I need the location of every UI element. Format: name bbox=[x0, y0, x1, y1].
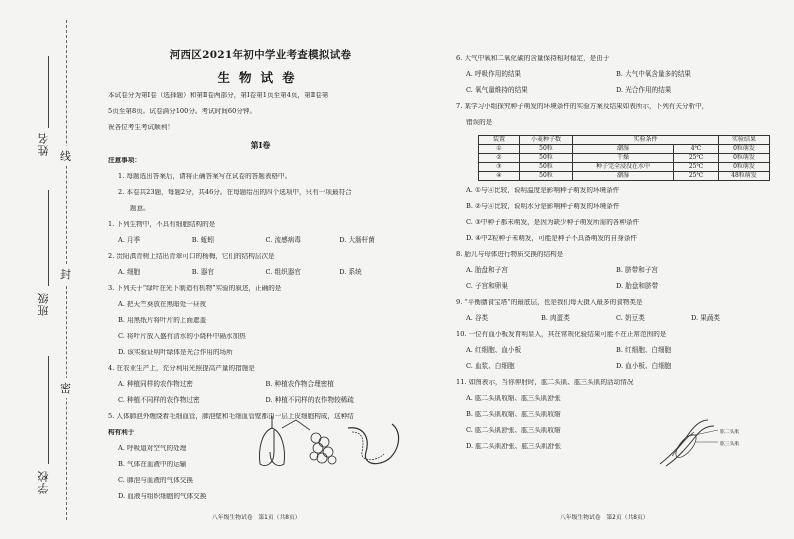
seal-mark-feng: 封 bbox=[60, 264, 71, 284]
note-2: 2. 本卷共23题，每题2分，共46分。在每题给出的四个选项中，只有一项最符合 bbox=[118, 189, 352, 196]
question-5: 5. 人体肺泡外缠绕着毛细血管，肺泡壁和毛细血管壁都由一层上皮细胞构成，这种结 bbox=[108, 413, 354, 420]
q8-option-d[interactable]: D. 胎盘和脐带 bbox=[616, 282, 659, 290]
q10-option-d[interactable]: D. 血小板、白细胞 bbox=[616, 362, 672, 370]
q11-option-c[interactable]: C. 肱二头肌舒张、肱三头肌收缩 bbox=[466, 427, 561, 434]
question-6-options-row-2 bbox=[456, 87, 766, 98]
question-1-options bbox=[108, 237, 413, 248]
q11-option-b[interactable]: B. 肱二头肌收缩、肱三头肌收缩 bbox=[466, 411, 561, 418]
question-8-options-row-2 bbox=[456, 283, 766, 294]
table-header-cell: 实验结果 bbox=[719, 136, 770, 145]
intro-line-2: 5页至第8页。试卷满分100分。考试时间60分钟。 bbox=[108, 108, 257, 115]
q9-option-c[interactable]: C. 奶豆类 bbox=[616, 314, 645, 322]
question-10-options-row-2 bbox=[456, 363, 766, 374]
q9-option-d[interactable]: D. 果蔬类 bbox=[691, 314, 721, 322]
note-3: 题意。 bbox=[130, 205, 150, 212]
table-cell: 4℃ bbox=[674, 145, 719, 154]
page-2-footer: 八年级生物试卷 第2页（共8页） bbox=[560, 515, 649, 521]
figure-label-triceps: 肱三头肌 bbox=[720, 442, 740, 447]
q5-option-d[interactable]: D. 血液与组织细胞的气体交换 bbox=[118, 493, 207, 500]
table-header-cell: 小麦种子数 bbox=[520, 136, 573, 145]
question-2-options bbox=[108, 269, 413, 280]
table-cell: 25℃ bbox=[674, 172, 719, 181]
q5-option-c[interactable]: C. 肺泡与血液的气体交换 bbox=[118, 477, 193, 484]
question-6-options-row-1 bbox=[456, 71, 766, 82]
exam-subtitle: 生物试卷 bbox=[217, 69, 304, 85]
section-title: 第Ⅰ卷 bbox=[250, 140, 271, 150]
question-10: 10. 一位有血小板发育明显人，其在常规化验结果可能不在正常范围的是 bbox=[456, 331, 667, 338]
q3-option-b[interactable]: B. 用黑纸片将叶片的上面遮盖 bbox=[118, 317, 207, 324]
table-cell: 50粒 bbox=[520, 172, 573, 181]
q11-option-d[interactable]: D. 肱二头肌舒张、肱三头肌舒张 bbox=[466, 443, 561, 450]
question-2: 2. 贵阳滇青树上结出青翠可口的杨梅，它们的结构层次是 bbox=[108, 253, 275, 260]
question-7-continued: 错误的是 bbox=[466, 119, 493, 126]
question-6: 6. 大气中氧和二氧化碳的含量保持相对稳定，是由于 bbox=[456, 55, 610, 62]
question-4-options-row-2 bbox=[108, 397, 413, 408]
table-cell: 25℃ bbox=[674, 163, 719, 172]
seal-mark-xian: 线 bbox=[60, 146, 71, 166]
q2-option-b[interactable]: B. 器官 bbox=[191, 268, 214, 276]
lung-alveoli-figure bbox=[252, 408, 412, 470]
table-row bbox=[479, 154, 770, 163]
table-cell: 0粒萌发 bbox=[719, 154, 770, 163]
question-8-options-row-1 bbox=[456, 267, 766, 278]
question-5-continued: 构有利于 bbox=[108, 429, 135, 436]
table-cell: 50粒 bbox=[520, 163, 573, 172]
table-cell: 0粒萌发 bbox=[719, 145, 770, 154]
name-label: 姓名 bbox=[37, 132, 50, 156]
q1-option-a[interactable]: A. 月季 bbox=[118, 236, 141, 244]
page-1-footer: 八年级生物试卷 第1页（共8页） bbox=[212, 515, 301, 521]
q7-option-b[interactable]: B. ②与④比较，说明水分是影响种子萌发的环境条件 bbox=[466, 203, 620, 210]
q6-option-c[interactable]: C. 氧气量维持的结果 bbox=[466, 86, 528, 94]
question-1: 1. 下列生物中，不具有细胞结构的是 bbox=[108, 221, 216, 228]
q9-option-a[interactable]: A. 谷类 bbox=[466, 314, 489, 322]
page-2 bbox=[456, 55, 766, 459]
arm-muscle-figure bbox=[656, 410, 756, 470]
table-row bbox=[479, 172, 770, 181]
q9-option-b[interactable]: B. 肉蛋类 bbox=[541, 314, 570, 322]
table-cell: 50粒 bbox=[520, 154, 573, 163]
q4-option-d[interactable]: D. 种植不同样的农作物较稀疏 bbox=[265, 396, 354, 404]
seal-mark-mi: 密 bbox=[60, 378, 71, 398]
q3-option-c[interactable]: C. 将叶片放入盛有清水的小烧杯中隔水加热 bbox=[118, 333, 246, 340]
q4-option-a[interactable]: A. 种植同样的农作物过密 bbox=[118, 380, 193, 388]
school-line bbox=[48, 356, 49, 464]
q7-option-a[interactable]: A. ①与④比较，说明温度是影响种子萌发的环境条件 bbox=[466, 187, 620, 194]
table-cell: ③ bbox=[479, 163, 520, 172]
q8-option-c[interactable]: C. 子宫和卵巢 bbox=[466, 282, 508, 290]
q3-option-a[interactable]: A. 把天竺葵放在黑暗处一昼夜 bbox=[118, 301, 207, 308]
q7-option-d[interactable]: D. ④中2粒种子未萌发，可能是种子不具备萌发的自身条件 bbox=[466, 235, 638, 242]
q5-option-b[interactable]: B. 气体在血液中的运输 bbox=[118, 461, 187, 468]
q5-option-a[interactable]: A. 呼吸道对空气的处理 bbox=[118, 445, 187, 452]
figure-label-biceps: 肱二头肌 bbox=[720, 430, 740, 435]
q10-option-b[interactable]: B. 红细胞、白细胞 bbox=[616, 346, 672, 354]
q8-option-b[interactable]: B. 脐带和子宫 bbox=[616, 266, 659, 274]
q2-option-a[interactable]: A. 细胞 bbox=[118, 268, 141, 276]
question-8: 8. 胎儿与母体进行物质交换的结构是 bbox=[456, 251, 564, 258]
table-cell: 潮湿 bbox=[573, 172, 674, 181]
intro-line-1: 本试卷分为第Ⅰ卷（选择题）和第Ⅱ卷两部分，第Ⅰ卷第1页至第4页，第Ⅱ卷第 bbox=[108, 92, 329, 99]
table-cell: 潮湿 bbox=[573, 145, 674, 154]
question-4-options-row-1 bbox=[108, 381, 413, 392]
table-cell: 0粒萌发 bbox=[719, 163, 770, 172]
q1-option-c[interactable]: C. 流感病毒 bbox=[265, 236, 301, 244]
name-line bbox=[48, 56, 49, 128]
intro-line-3: 祝各位考生考试顺利！ bbox=[108, 124, 174, 131]
notes-title: 注意事项： bbox=[108, 157, 141, 164]
exam-title: 河西区2021年初中学业考查模拟试卷 bbox=[169, 49, 352, 61]
question-4: 4. 在农业生产上，充分利用光照提高产量的措施是 bbox=[108, 365, 255, 372]
question-7: 7. 某学习小组探究种子萌发的环境条件的实验方案及结果如表所示，下列有关分析中， bbox=[456, 103, 709, 110]
table-cell: ① bbox=[479, 145, 520, 154]
table-row bbox=[479, 145, 770, 154]
class-line bbox=[48, 190, 49, 286]
question-9-options bbox=[456, 315, 766, 326]
question-9: 9. “平衡膳食宝塔”的最底层，也是我们每天摄入最多的食物类是 bbox=[456, 299, 643, 306]
q3-option-d[interactable]: D. 该实验证明叶绿体是光合作用的场所 bbox=[118, 349, 233, 356]
q6-option-b[interactable]: B. 大气中氧含量多的结果 bbox=[616, 70, 691, 78]
table-cell: 48粒萌发 bbox=[719, 172, 770, 181]
q10-option-c[interactable]: C. 血浆、白细胞 bbox=[466, 362, 515, 370]
table-header-cell: 装置 bbox=[479, 136, 520, 145]
class-label: 班级 bbox=[37, 292, 50, 316]
question-11: 11. 如图表示，当你伸肘时，肱二头肌、肱三头肌的活动情况 bbox=[456, 379, 634, 386]
q2-option-d[interactable]: D. 系统 bbox=[339, 268, 362, 276]
school-label: 学校 bbox=[37, 470, 50, 494]
binding-margin bbox=[0, 0, 80, 539]
question-3: 3. 下列关于“绿叶在光下制造有机物”实验的叙述，正确的是 bbox=[108, 285, 282, 292]
table-cell: 干燥 bbox=[573, 154, 674, 163]
q7-option-c[interactable]: C. ③中种子都未萌发，是因为缺少种子萌发所需的各种条件 bbox=[466, 219, 640, 226]
q1-option-d[interactable]: D. 大肠杆菌 bbox=[339, 236, 375, 244]
q4-option-c[interactable]: C. 种植不同样的农作物过密 bbox=[118, 396, 200, 404]
q6-option-d[interactable]: D. 光合作用的结果 bbox=[616, 86, 672, 94]
note-1: 1. 每题选出答案后，请将正确答案写在试卷的答题表格中。 bbox=[118, 173, 292, 180]
table-row bbox=[479, 163, 770, 172]
experiment-table bbox=[478, 135, 770, 181]
q2-option-c[interactable]: C. 组织器官 bbox=[265, 268, 301, 276]
q10-option-a[interactable]: A. 红细胞、血小板 bbox=[466, 346, 522, 354]
table-cell: 50粒 bbox=[520, 145, 573, 154]
table-cell: ④ bbox=[479, 172, 520, 181]
table-header-row bbox=[479, 136, 770, 145]
q8-option-a[interactable]: A. 胎盘和子宫 bbox=[466, 266, 508, 274]
table-header-cell: 实验条件 bbox=[573, 136, 719, 145]
table-cell: 25℃ bbox=[674, 154, 719, 163]
q1-option-b[interactable]: B. 蚯蚓 bbox=[191, 236, 214, 244]
table-cell: ② bbox=[479, 154, 520, 163]
q11-option-a[interactable]: A. 肱二头肌收缩、肱三头肌舒张 bbox=[466, 395, 561, 402]
question-10-options-row-1 bbox=[456, 347, 766, 358]
table-cell: 种子完全浸没在水中 bbox=[573, 163, 674, 172]
q4-option-b[interactable]: B. 种植农作物合理密植 bbox=[265, 380, 334, 388]
q6-option-a[interactable]: A. 呼吸作用的结果 bbox=[466, 70, 522, 78]
